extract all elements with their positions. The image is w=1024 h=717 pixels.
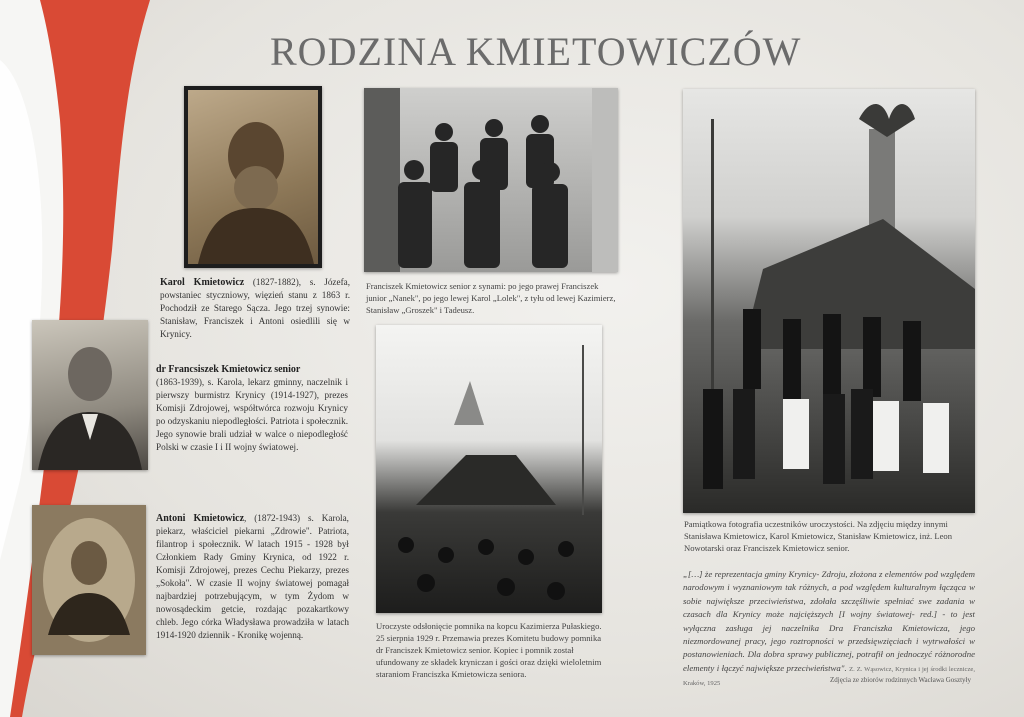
caption-father-with-sons: Franciszek Kmietowicz senior z synami: po jego prawej Franciszek junior „Nanek", po jego lewej Karol „Lolek", z tyłu od lewej Kazimierz, Stanisław „Groszek" i Tadeusz. (366, 281, 616, 315)
photo-father-with-sons (364, 88, 618, 272)
portrait-franciszek (32, 320, 148, 470)
franciszek-bio (156, 363, 348, 454)
quote-source: Z. Z. Wąsowicz, Krynica i jej środki lecznicze, Kraków, 1925 (683, 665, 975, 688)
portrait-karol (184, 86, 322, 268)
karol-name: Karol Kmietowicz (160, 277, 245, 288)
caption-monument-unveiling: Uroczyste odsłonięcie pomnika na kopcu Kazimierza Pułaskiego. 25 sierpnia 1929 r. Przemawia prezes Komitetu budowy pomnika dr Franciszek Kmietowicz senior. Kopiec i pomnik został ufundowany ze składek kryniczan i gości oraz dzięki wieloletnim staraniom Franciszka Kmietowicza seniora. (376, 621, 602, 679)
antoni-text: , (1872-1943) s. Karola, piekarz, właściciel piekarni „Zdrowie". Patriota, filantrop i społecznik. W latach 1915 - 1928 był Członkiem Rady Gminy Krynica, od 1922 r. Komisji Zdrojowej, prezes Cechu Piekarzy, prezes „Sokoła". W czasie II wojny światowej pomagał najbardziej potrzebującym, w tym Żydom w nowosądeckim getcie, rozdając pozakartkowy chleb. Jego córka Władysława prowadziła w latach 1914-1920 dziennik - Kronikę wojenną. (156, 513, 349, 640)
photo-monument-unveiling (376, 325, 602, 613)
franciszek-suffix: senior (274, 364, 301, 375)
franciszek-text: (1863-1939), s. Karola, lekarz gminny, naczelnik i pierwszy burmistrz Krynicy (1914-1927), prezes Komisji Zdrojowej, współtwórca rozwoju Krynicy po odzyskaniu niepodległości. Patriota i społecznik. Jego synowie brali udział w walce o niepodległość Polski w czasie I i II wojny światowej. (156, 377, 348, 452)
karol-text: (1827-1882), s. Józefa, powstaniec styczniowy, więzień stanu z 1863 r. Pochodził ze Starego Sącza. Jego trzej synowie: Stanisław, Franciszek i Antoni osiedlili się w Krynicy. (160, 277, 351, 339)
portrait-antoni (32, 505, 146, 655)
antoni-bio (156, 512, 349, 642)
caption-ceremony-participants: Pamiątkowa fotografia uczestników uroczystości. Na zdjęciu między innymi Stanisława Kmietowicz, Karol Kmietowicz, Stanisław Kmietowicz, inż. Leon Nowotarski oraz Franciszek Kmietowicz senior. (684, 519, 953, 553)
karol-bio (160, 276, 350, 341)
historical-quote (683, 568, 975, 691)
photo-ceremony-participants (683, 89, 975, 513)
page-title: RODZINA KMIETOWICZÓW (270, 29, 802, 74)
antoni-name: Antoni Kmietowicz (156, 513, 245, 524)
photo-credit: Zdjęcia ze zbiorów rodzinnych Wacława Gosztyły (830, 676, 972, 684)
quote-text: „[…] że reprezentacja gminy Krynicy- Zdroju, złożona z elementów pod względem narodowym i wyznaniowym tak różnych, a pod względem kulturalnym łącząca w sobie największe przeciwieństwa, zdołała szczęśliwie spełniać swe zadania w czasach dla Krynicy może najcięższych [I wojny światowej- red.] - to jest wyłączna zasługa jej naczelnika Dra Franciszka Kmietowicza, jego niezmordowanej pracy, jego roztropności w przedsięwzięciach i wytrwałości w postanowieniach. Dla dobra sprawy publicznej, potrafił on jednoczyć różnorodne elementy i łączyć największe przeciwieństwa". (683, 569, 975, 673)
franciszek-name: dr Francsiszek Kmietowicz (156, 364, 272, 375)
